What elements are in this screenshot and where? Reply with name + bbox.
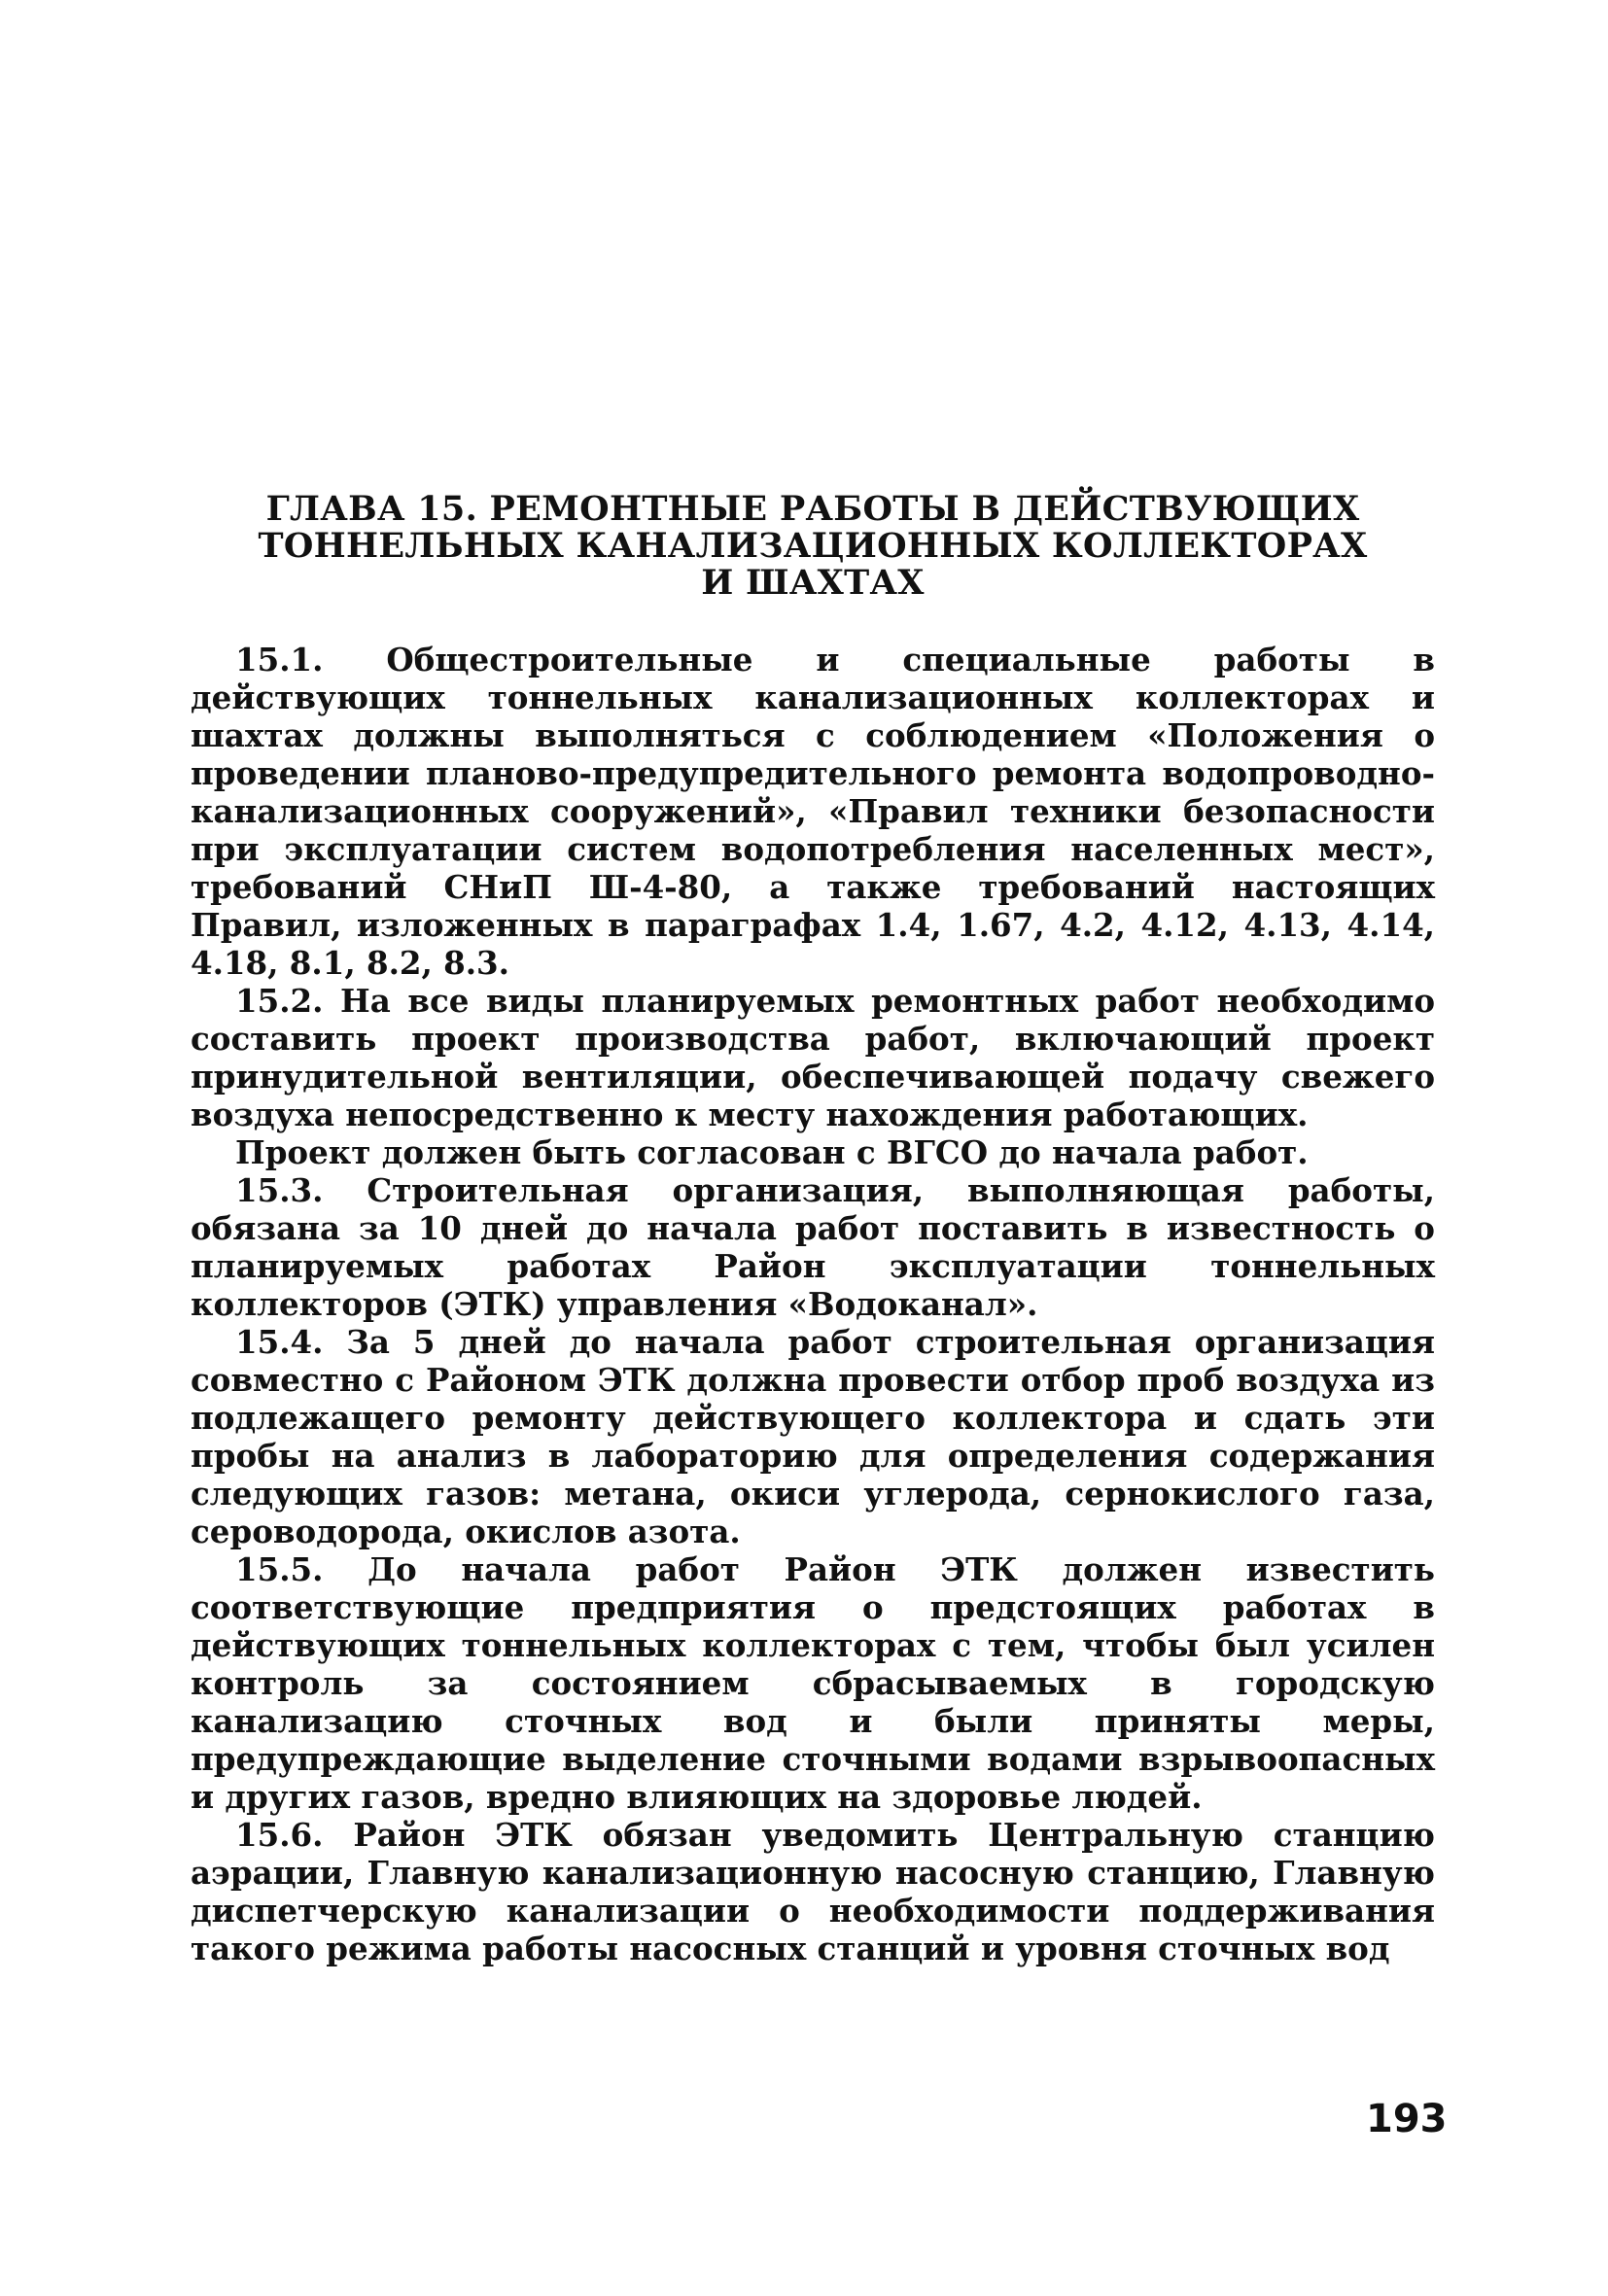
chapter-title-line-3: И ШАХТАХ: [701, 563, 925, 603]
page-content: [191, 491, 1435, 1967]
body-text: [191, 641, 1435, 1967]
paragraph-15-1: 15.1. Общестроительные и специальные работы в действующих тоннельных канализационных коллекторах и шахтах должны выполняться с соблюдением «Положения о проведении планово-предупредительного ремонта водопроводно-канализационных сооружений», «Правил техники безопасности при эксплуатации систем водопотребления населенных мест», требований СНиП Ш-4-80, а также требований настоящих Правил, изложенных в параграфах 1.4, 1.67, 4.2, 4.12, 4.13, 4.14, 4.18, 8.1, 8.2, 8.3.: [191, 641, 1435, 982]
chapter-title-line-1: ГЛАВА 15. РЕМОНТНЫЕ РАБОТЫ В ДЕЙСТВУЮЩИХ: [265, 489, 1360, 529]
paragraph-15-5: 15.5. До начала работ Район ЭТК должен известить соответствующие предприятия о предстоящих работах в действующих тоннельных коллекторах с тем, чтобы был усилен контроль за состоянием сбрасываемых в городскую канализацию сточных вод и были приняты меры, предупреждающие выделение сточными водами взрывоопасных и других газов, вредно влияющих на здоровье людей.: [191, 1550, 1435, 1816]
paragraph-15-6: 15.6. Район ЭТК обязан уведомить Центральную станцию аэрации, Главную канализационную насосную станцию, Главную диспетчерскую канализации о необходимости поддерживания такого режима работы насосных станций и уровня сточных вод: [191, 1816, 1435, 1967]
page-number: 193: [1366, 2097, 1448, 2141]
paragraph-project-approval: Проект должен быть согласован с ВГСО до начала работ.: [235, 1133, 1309, 1171]
paragraph-15-2: 15.2. На все виды планируемых ремонтных работ необходимо составить проект производства работ, включающий проект принудительной вентиляции, обеспечивающей подачу свежего воздуха непосредственно к месту нахождения работающих.: [191, 982, 1435, 1133]
chapter-title-line-2: ТОННЕЛЬНЫХ КАНАЛИЗАЦИОННЫХ КОЛЛЕКТОРАХ: [258, 526, 1368, 566]
paragraph-15-4: 15.4. За 5 дней до начала работ строительная организация совместно с Районом ЭТК должна провести отбор проб воздуха из подлежащего ремонту действующего коллектора и сдать эти пробы на анализ в лабораторию для определения содержания следующих газов: метана, окиси углерода, сернокислого газа, сероводорода, окислов азота.: [191, 1323, 1435, 1550]
chapter-title: [191, 491, 1435, 602]
paragraph-15-3: 15.3. Строительная организация, выполняющая работы, обязана за 10 дней до начала работ поставить в известность о планируемых работах Район эксплуатации тоннельных коллекторов (ЭТК) управления «Водоканал».: [191, 1171, 1435, 1323]
